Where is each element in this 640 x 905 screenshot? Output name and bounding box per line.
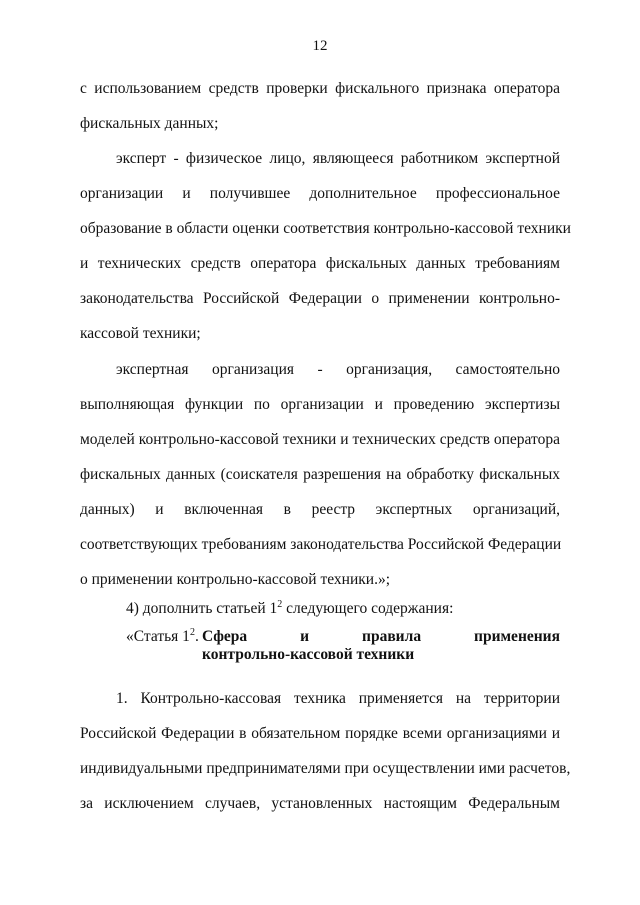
- text-line: моделей контрольно-кассовой техники и технических средств оператора: [80, 431, 560, 448]
- text-line: фискальных данных;: [80, 115, 219, 132]
- instruction-text: 4) дополнить статьей 1: [126, 600, 278, 617]
- article-label-text: «Статья 1: [126, 628, 190, 645]
- text-line: кассовой техники;: [80, 325, 201, 342]
- text-line: и технических средств оператора фискальных данных требованиям: [80, 255, 560, 272]
- amendment-instruction: [126, 600, 560, 618]
- text-line: данных) и включенная в реестр экспертных организаций,: [80, 501, 560, 518]
- article-title-line: Сфера и правила применения: [202, 628, 560, 645]
- article-label-superscript: 2: [189, 627, 195, 638]
- text-line: 1. Контрольно-кассовая техника применяется на территории: [116, 690, 560, 707]
- text-line: о применении контрольно-кассовой техники.»;: [80, 571, 391, 588]
- text-line: выполняющая функции по организации и проведению экспертизы: [80, 396, 560, 413]
- text-line: с использованием средств проверки фискального признака оператора: [80, 80, 560, 97]
- text-line: организации и получившее дополнительное профессиональное: [80, 185, 560, 202]
- text-line: индивидуальными предпринимателями при осуществлении ими расчетов,: [80, 760, 571, 777]
- text-line: за исключением случаев, установленных настоящим Федеральным: [80, 795, 560, 812]
- text-line: экспертная организация - организация, самостоятельно: [116, 361, 560, 378]
- article-label: [126, 628, 199, 646]
- text-line: законодательства Российской Федерации о применении контрольно-: [80, 290, 560, 307]
- text-line: Российской Федерации в обязательном порядке всеми организациями и: [80, 725, 560, 742]
- article-label-suffix: .: [194, 628, 199, 645]
- article-title-line: контрольно-кассовой техники: [202, 646, 415, 663]
- text-line: фискальных данных (соискателя разрешения на обработку фискальных: [80, 466, 560, 483]
- text-line: соответствующих требованиям законодательства Российской Федерации: [80, 536, 562, 553]
- instruction-text-suffix: следующего содержания:: [282, 600, 454, 617]
- text-line: образование в области оценки соответствия контрольно-кассовой техники: [80, 220, 571, 237]
- text-line: эксперт - физическое лицо, являющееся работником экспертной: [116, 150, 560, 167]
- instruction-superscript: 2: [277, 599, 283, 610]
- article-title: [202, 628, 560, 664]
- page-number: 12: [312, 38, 328, 54]
